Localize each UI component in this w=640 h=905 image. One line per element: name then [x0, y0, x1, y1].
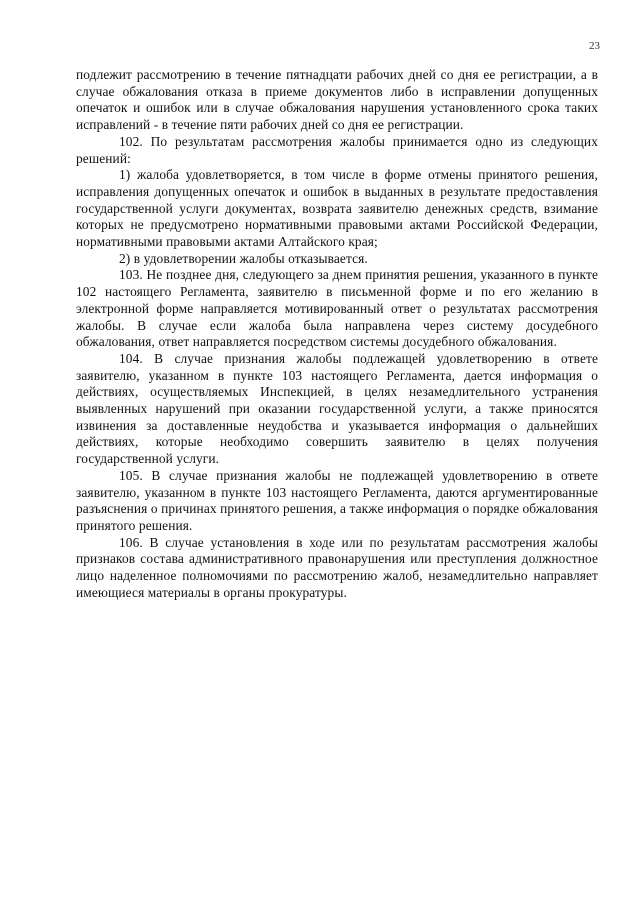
paragraph-106: 106. В случае установления в ходе или по результатам рассмотрения жалобы признаков состава административного правонарушения или преступления должностное лицо наделенное полномочиями по рассмотрению жалоб, незамедлительно направляет имеющиеся материалы в органы прокуратуры.: [76, 534, 598, 600]
paragraph-102-option-1: 1) жалоба удовлетворяется, в том числе в форме отмены принятого решения, исправления допущенных опечаток и ошибок в выданных в результате предоставления государственной услуги документах, возврата заявителю денежных средств, взимание которых не предусмотрено нормативными правовыми актами Российской Федерации, нормативными правовыми актами Алтайского края;: [76, 167, 598, 250]
paragraph-104: 104. В случае признания жалобы подлежащей удовлетворению в ответе заявителю, указанном в пункте 103 настоящего Регламента, дается информация о действиях, осуществляемых Инспекцией, в целях незамедлительного устранения выявленных нарушений при оказании государственной услуги, а также приносятся извинения за доставленные неудобства и указывается информация о дальнейших действиях, которые необходимо совершить заявителю в целях получения государственной услуги.: [76, 350, 598, 467]
paragraph-102-option-2: 2) в удовлетворении жалобы отказывается.: [119, 250, 368, 266]
document-body: [76, 67, 598, 602]
paragraph-105: 105. В случае признания жалобы не подлежащей удовлетворению в ответе заявителю, указанном в пункте 103 настоящего Регламента, даются аргументированные разъяснения о причинах принятого решения, а также информация о порядке обжалования принятого решения.: [76, 467, 598, 533]
page-number: 23: [589, 40, 600, 52]
paragraph-continuation: подлежит рассмотрению в течение пятнадцати рабочих дней со дня ее регистрации, а в случае обжалования отказа в приеме документов либо в исправлении допущенных опечаток и ошибок или в случае обжалования нарушения установленного срока таких исправлений - в течение пяти рабочих дней со дня ее регистрации.: [76, 67, 598, 133]
paragraph-102: 102. По результатам рассмотрения жалобы принимается одно из следующих решений:: [76, 133, 598, 166]
paragraph-103: 103. Не позднее дня, следующего за днем принятия решения, указанного в пункте 102 настоящего Регламента, заявителю в письменной форме и по его желанию в электронной форме направляется мотивированный ответ о результатах рассмотрения жалобы. В случае если жалоба была направлена через систему досудебного обжалования, ответ направляется посредством системы досудебного обжалования.: [76, 267, 598, 350]
